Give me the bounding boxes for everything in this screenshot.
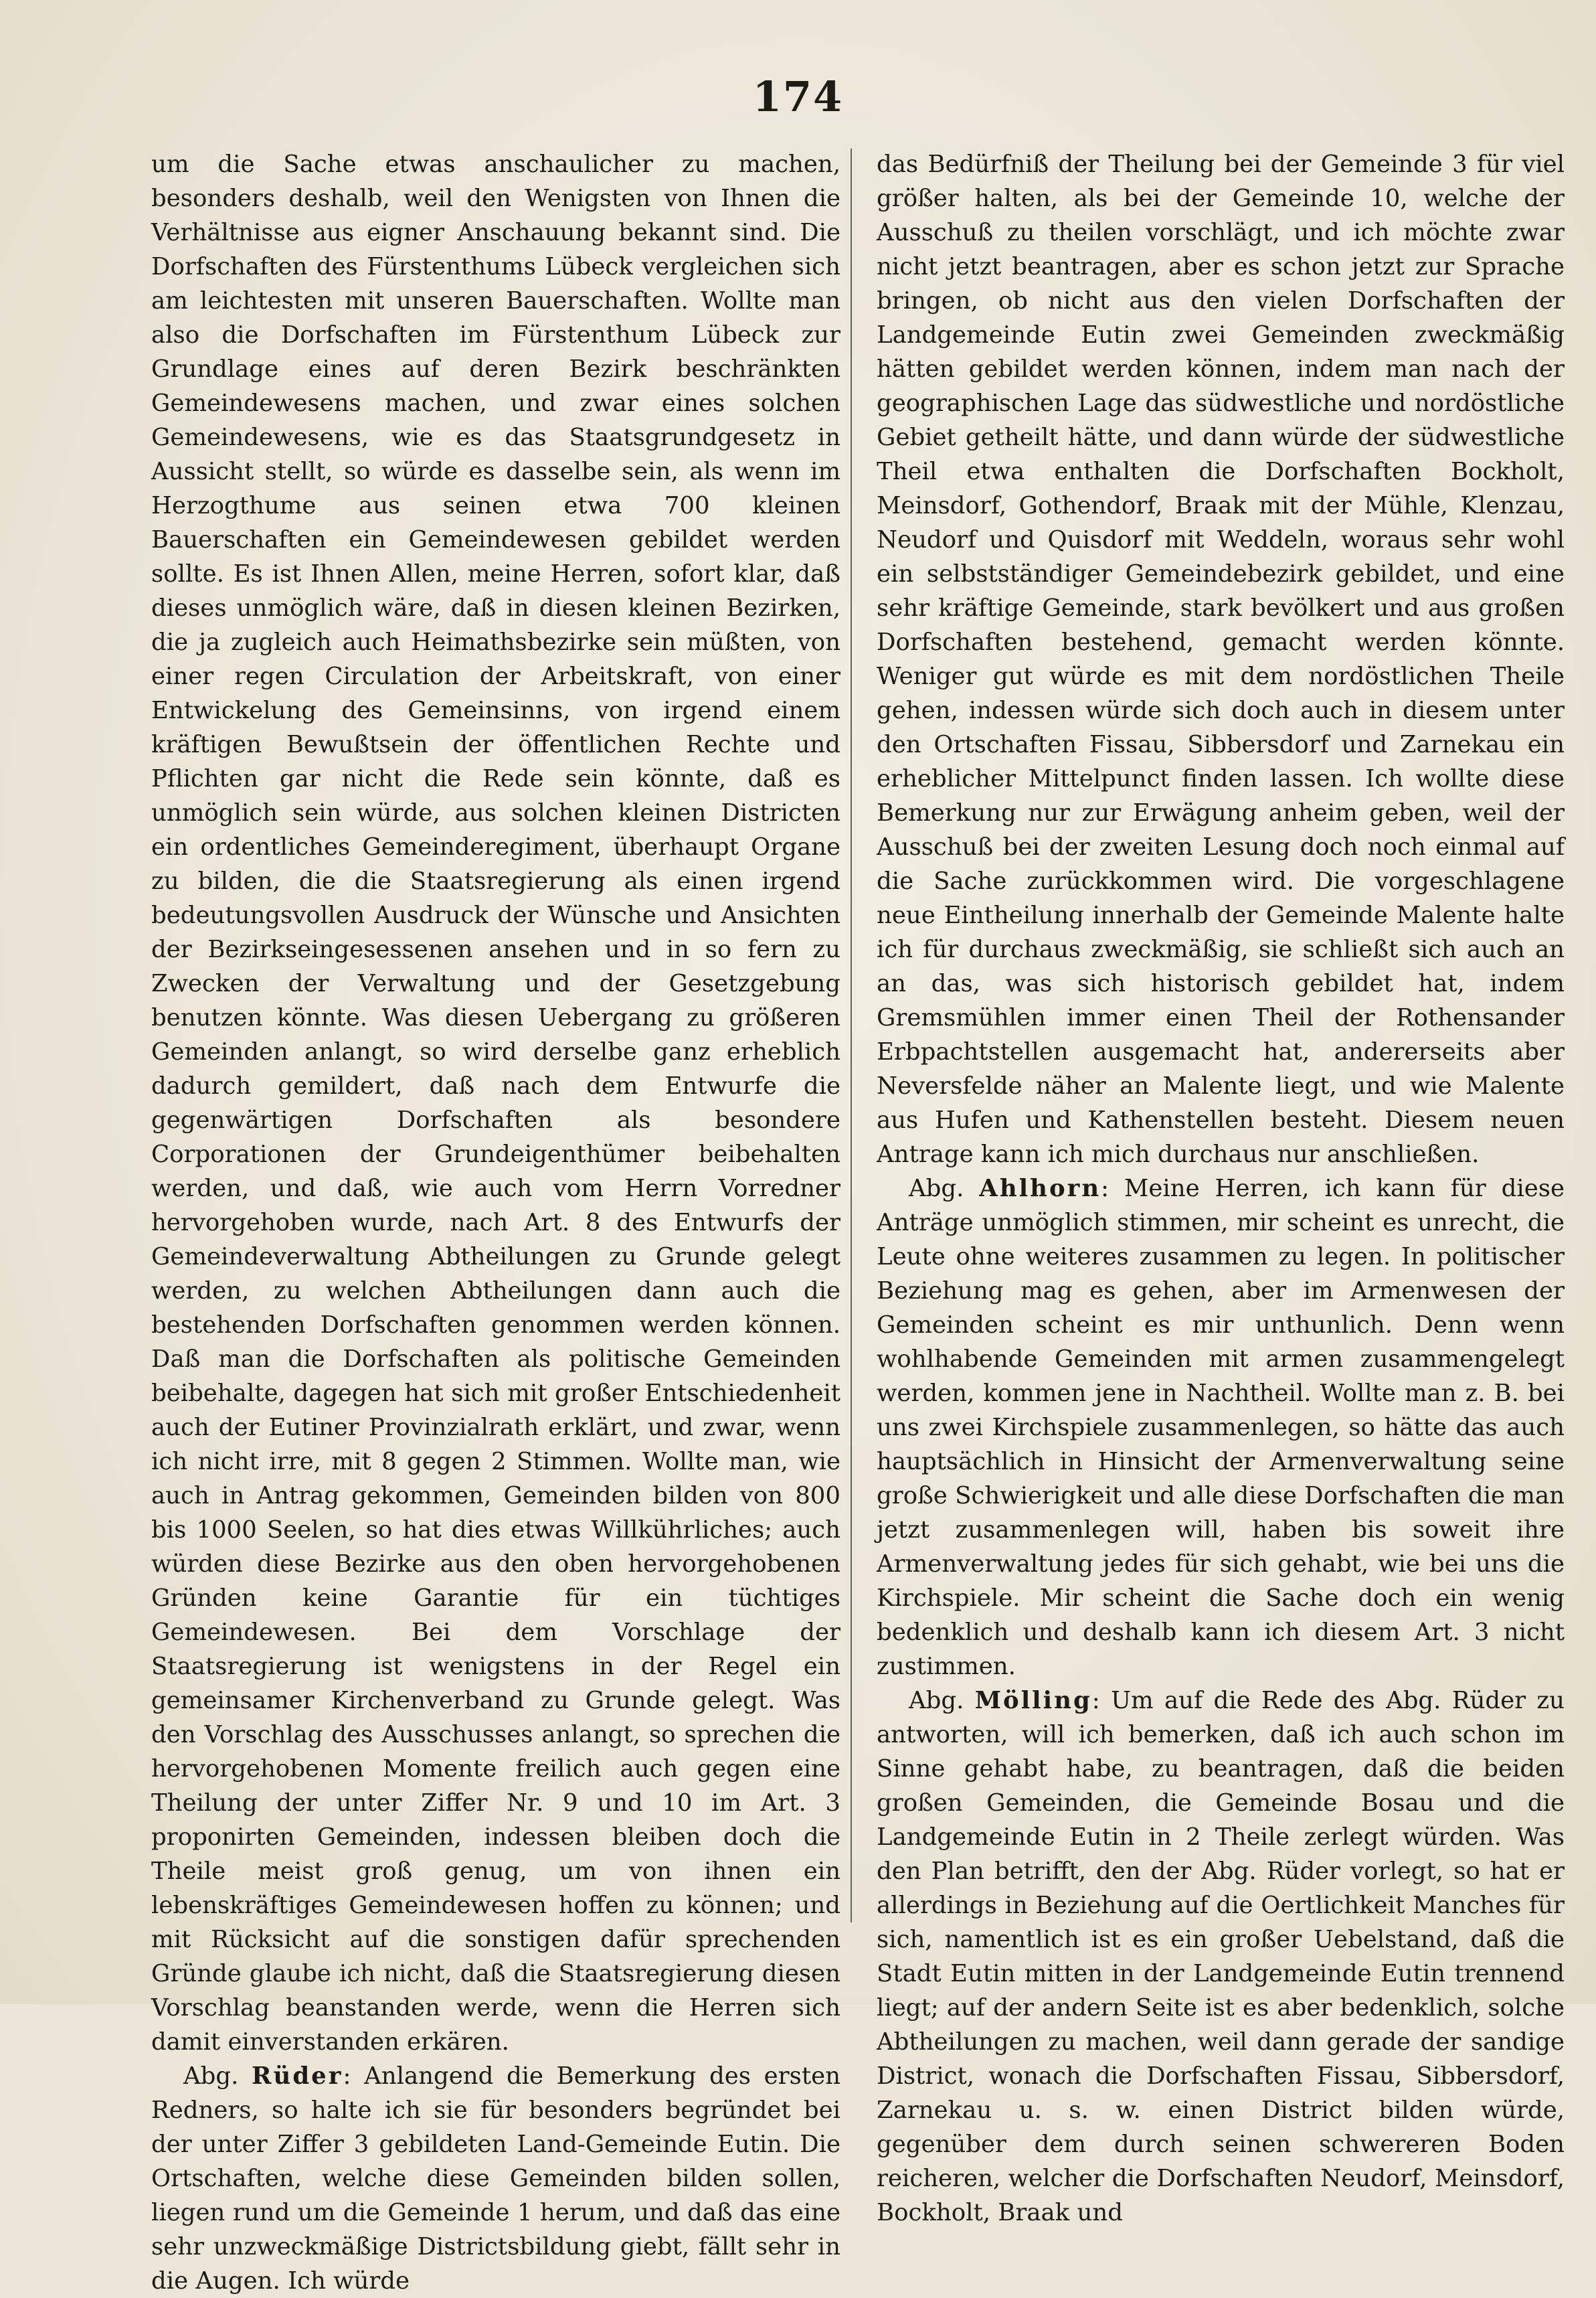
speaker-name: Mölling: [974, 1687, 1092, 1714]
left-column: [151, 147, 840, 2298]
speech-text: : Um auf die Rede des Abg. Rüder zu antworten, will ich bemerken, daß ich auch schon im Sinne gehabt habe, zu beantragen, daß die beiden großen Gemeinden, die Gemeinde Bosau und die Landgemeinde Eutin in 2 Theile zerlegt würden. Was den Plan betrifft, den der Abg. Rüder vorlegt, so hat er allerdings in Beziehung auf die Oertlichkeit Manches für sich, namentlich ist es ein großer Uebelstand, daß die Stadt Eutin mitten in der Landgemeinde Eutin trennend liegt; auf der andern Seite ist es aber bedenklich, solche Abtheilungen zu machen, weil dann gerade der sandige District, wonach die Dorfschaften Fissau, Sibbersdorf, Zarnekau u. s. w. einen District bilden würde, gegenüber dem durch seinen schwereren Boden reicheren, welcher die Dorfschaften Neudorf, Meinsdorf, Bockholt, Braak und: [877, 1687, 1565, 2226]
speech-prefix: Abg.: [909, 1687, 964, 1714]
paragraph-continuation-right: das Bedürfniß der Theilung bei der Gemeinde 3 für viel größer halten, als bei der Gemeinde 10, welche der Ausschuß zu theilen vorschlägt, und ich möchte zwar nicht jetzt beantragen, aber es schon jetzt zur Sprache bringen, ob nicht aus den vielen Dorfschaften der Landgemeinde Eutin zwei Gemeinden zweckmäßig hätten gebildet werden können, indem man nach der geographischen Lage das südwestliche und nordöstliche Gebiet getheilt hätte, und dann würde der südwestliche Theil etwa enthalten die Dorfschaften Bockholt, Meinsdorf, Gothendorf, Braak mit der Mühle, Klenzau, Neudorf und Quisdorf mit Weddeln, woraus sehr wohl ein selbstständiger Gemeindebezirk gebildet, und eine sehr kräftige Gemeinde, stark bevölkert und aus großen Dorfschaften bestehend, gemacht werden könnte. Weniger gut würde es mit dem nordöstlichen Theile gehen, indessen würde sich doch auch in diesem unter den Ortschaften Fissau, Sibbersdorf und Zarnekau ein erheblicher Mittelpunct finden lassen. Ich wollte diese Bemerkung nur zur Erwägung anheim geben, weil der Ausschuß bei der zweiten Lesung doch noch einmal auf die Sache zurückkommen wird. Die vorgeschlagene neue Eintheilung innerhalb der Gemeinde Malente halte ich für durchaus zweckmäßig, sie schließt sich auch an an das, was sich historisch gebildet hat, indem Gremsmühlen immer einen Theil der Rothensander Erbpachtstellen ausgemacht hat, andererseits aber Neversfelde näher an Malente liegt, und wie Malente aus Hufen und Kathenstellen besteht. Diesem neuen Antrage kann ich mich durchaus nur anschließen.: [877, 151, 1565, 1168]
speech-text: : Anlangend die Bemerkung des ersten Redners, so halte ich sie für besonders begründet bei der unter Ziffer 3 gebildeten Land-Gemeinde Eutin. Die Ortschaften, welche diese Gemeinden bilden sollen, liegen rund um die Gemeinde 1 herum, und daß das eine sehr unzweckmäßige Districtsbildung giebt, fällt sehr in die Augen. Ich würde: [151, 2062, 840, 2295]
paragraph-continuation-left: um die Sache etwas anschaulicher zu machen, besonders deshalb, weil den Wenigsten von Ihnen die Verhältnisse aus eigner Anschauung bekannt sind. Die Dorfschaften des Fürstenthums Lübeck vergleichen sich am leichtesten mit unseren Bauerschaften. Wollte man also die Dorfschaften im Fürstenthum Lübeck zur Grundlage eines auf deren Bezirk beschränkten Gemeindewesens machen, und zwar eines solchen Gemeindewesens, wie es das Staatsgrundgesetz in Aussicht stellt, so würde es dasselbe sein, als wenn im Herzogthume aus seinen etwa 700 kleinen Bauerschaften ein Gemeindewesen gebildet werden sollte. Es ist Ihnen Allen, meine Herren, sofort klar, daß dieses unmöglich wäre, daß in diesen kleinen Bezirken, die ja zugleich auch Heimathsbezirke sein müßten, von einer regen Circulation der Arbeitskraft, von einer Entwickelung des Gemeinsinns, von irgend einem kräftigen Bewußtsein der öffentlichen Rechte und Pflichten gar nicht die Rede sein könnte, daß es unmöglich sein würde, aus solchen kleinen Districten ein ordentliches Gemeinderegiment, überhaupt Organe zu bilden, die die Staatsregierung als einen irgend bedeutungsvollen Ausdruck der Wünsche und Ansichten der Bezirkseingesessenen ansehen und in so fern zu Zwecken der Verwaltung und der Gesetzgebung benutzen könnte. Was diesen Uebergang zu größeren Gemeinden anlangt, so wird derselbe ganz erheblich dadurch gemildert, daß nach dem Entwurfe die gegenwärtigen Dorfschaften als besondere Corporationen der Grundeigenthümer beibehalten werden, und daß, wie auch vom Herrn Vorredner hervorgehoben wurde, nach Art. 8 des Entwurfs der Gemeindeverwaltung Abtheilungen zu Grunde gelegt werden, zu welchen Abtheilungen dann auch die bestehenden Dorfschaften genommen werden können. Daß man die Dorfschaften als politische Gemeinden beibehalte, dagegen hat sich mit großer Entschiedenheit auch der Eutiner Provinzialrath erklärt, und zwar, wenn ich nicht irre, mit 8 gegen 2 Stimmen. Wollte man, wie auch in Antrag gekommen, Gemeinden bilden von 800 bis 1000 Seelen, so hat dies etwas Willkührliches; auch würden diese Bezirke aus den oben hervorgehobenen Gründen keine Garantie für ein tüchtiges Gemeindewesen. Bei dem Vorschlage der Staatsregierung ist wenigstens in der Regel ein gemeinsamer Kirchenverband zu Grunde gelegt. Was den Vorschlag des Ausschusses anlangt, so sprechen die hervorgehobenen Momente freilich auch gegen eine Theilung der unter Ziffer Nr. 9 und 10 im Art. 3 proponirten Gemeinden, indessen bleiben doch die Theile meist groß genug, um von ihnen ein lebenskräftiges Gemeindewesen hoffen zu können; und mit Rücksicht auf die sonstigen dafür sprechenden Gründe glaube ich nicht, daß die Staatsregierung diesen Vorschlag beanstanden werde, wenn die Herren sich damit einverstanden erkären.: [151, 151, 840, 2056]
column-divider: [851, 149, 852, 1922]
speech-rueder: [151, 2059, 840, 2298]
page-number: 174: [752, 72, 844, 121]
speaker-name: Rüder: [252, 2062, 343, 2090]
speech-ahlhorn: [877, 1171, 1565, 1684]
speaker-name: Ahlhorn: [979, 1175, 1101, 1202]
right-column: [877, 147, 1565, 2230]
speech-prefix: Abg.: [183, 2062, 239, 2090]
speech-text: : Meine Herren, ich kann für diese Anträge unmöglich stimmen, mir scheint es unrecht, die Leute ohne weiteres zusammen zu legen. In politischer Beziehung mag es gehen, aber im Armenwesen der Gemeinden scheint es mir unthunlich. Denn wenn wohlhabende Gemeinden mit armen zusammengelegt werden, kommen jene in Nachtheil. Wollte man z. B. bei uns zwei Kirchspiele zusammenlegen, so hätte das auch hauptsächlich in Hinsicht der Armenverwaltung seine große Schwierigkeit und alle diese Dorfschaften die man jetzt zusammenlegen will, haben bis soweit ihre Armenverwaltung jedes für sich gehabt, wie bei uns die Kirchspiele. Mir scheint die Sache doch ein wenig bedenklich und deshalb kann ich diesem Art. 3 nicht zustimmen.: [877, 1175, 1565, 1680]
speech-prefix: Abg.: [909, 1175, 964, 1202]
speech-moelling: [877, 1684, 1565, 2230]
